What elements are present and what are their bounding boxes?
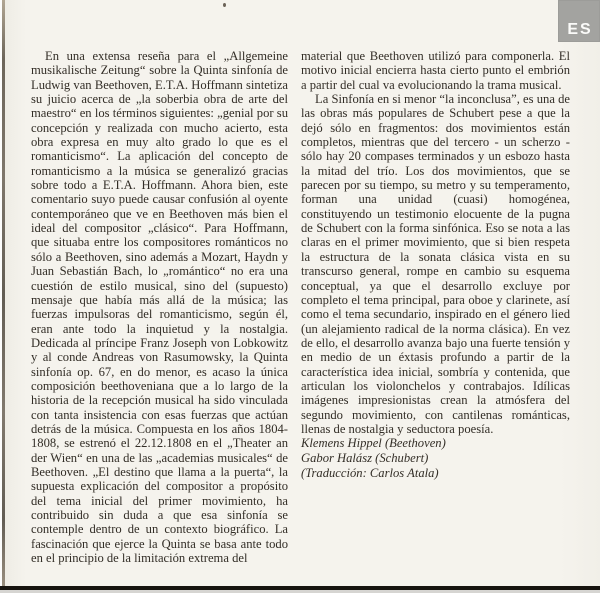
page-spine-shadow	[2, 0, 5, 590]
credit-line-schubert-author: Gabor Halász (Schubert)	[301, 451, 429, 466]
text-column-right	[301, 49, 570, 565]
article-content	[31, 49, 570, 565]
language-tab	[558, 0, 600, 42]
scan-artifact-dot	[223, 3, 226, 7]
language-tab-label: ES	[567, 21, 593, 38]
credit-line-beethoven-author: Klemens Hippel (Beethoven)	[301, 436, 446, 451]
credit-line-translator: (Traducción: Carlos Atala)	[301, 465, 439, 480]
paragraph-beethoven: En una extensa reseña para el „Allgemeine musikalische Zeitung“ sobre la Quinta sinfonía de Ludwig van Beethoven, E.T.A. Hoffmann sintetiza su juicio acerca de „la soberbia obra de arte del maestro“ en los términos siguientes: „genial por su concepción y realizada con mucho acierto, esta obra expresa en muy alto grado lo que es el romanticismo“. La aplicación del concepto de romanticismo a la música se generalizó gracias sobre todo a E.T.A. Hoffmann. Ahora bien, este comentario suyo puede causar confusión al oyente contemporáneo que ve en Beethoven más bien el ideal del compositor „clásico“. Para Hoffmann, que situaba entre los compositores románticos no sólo a Beethoven, sino además a Mozart, Haydn y Juan Sebastián Bach, lo „romántico“ no era una cuestión de estilo musical, sino del (supuesto) mensaje que había más allá de la música; las fuerzas impulsoras del romanticismo, según él, eran ante todo la inquietud y la nostalgia. Dedicada al príncipe Franz Joseph von Lobkowitz y al conde Andreas von Rasumowsky, la Quinta sinfonía op. 67, en do menor, es acaso la única composición beethoveniana que a lo largo de la historia de la recepción musical ha sido vinculada con tanta insistencia con esas fuerzas que actúan detrás de la música. Compuesta en los años 1804-1808, se estrenó el 22.12.1808 en el „Theater an der Wien“ en una de las „academias musicales“ de Beethoven. „El destino que llama a la puerta“, la supuesta explicación del compositor a propósito del tema inicial del primer movimiento, ha contribuido sin duda a que esa sinfonía se contemple dentro de un contexto biográfico. La fascinación que ejerce la Quinta se basa ante todo en el principio de la limitación extrema del	[31, 49, 288, 566]
paragraph-schubert: La Sinfonía en si menor “la inconclusa”, es una de las obras más populares de Schubert pese a que la dejó sólo en fragmentos: dos movimientos están completos, mientras que del tercero - un scherzo - sólo hay 20 compases terminados y un esbozo hasta la mitad del trío. Los dos movimientos, que se parecen por su tiempo, su metro y su temperamento, forman una unidad (cuasi) homogénea, constituyendo un testimonio elocuente de la pugna de Schubert con la forma sinfónica. Eso se nota a las claras en el primer movimiento, que si bien respeta la estructura de la sonata clásica vista en su transcurso general, rompe en cambio su esquema conceptual, ya que el desarrollo excluye por completo el tema principal, para oboe y clarinete, así como el tema secundario, inspirado en el género lied (un alejamiento radical de la norma clásica). En vez de ello, el desarrollo avanza bajo una fuerte tensión y en medio de un éxtasis profundo a partir de la característica idea inicial, sombría y contenida, que articulan los violonchelos y contrabajos. Idílicas imágenes impresionistas crean la atmósfera del segundo movimiento, con cantilenas románticas, llenas de nostalgia y seductora poesía.	[301, 92, 570, 436]
text-column-left	[31, 49, 288, 565]
paragraph-beethoven-continuation: material que Beethoven utilizó para componerla. El motivo inicial encierra hasta cierto punto el embrión a partir del cual va evolucionando la trama musical.	[301, 49, 570, 92]
